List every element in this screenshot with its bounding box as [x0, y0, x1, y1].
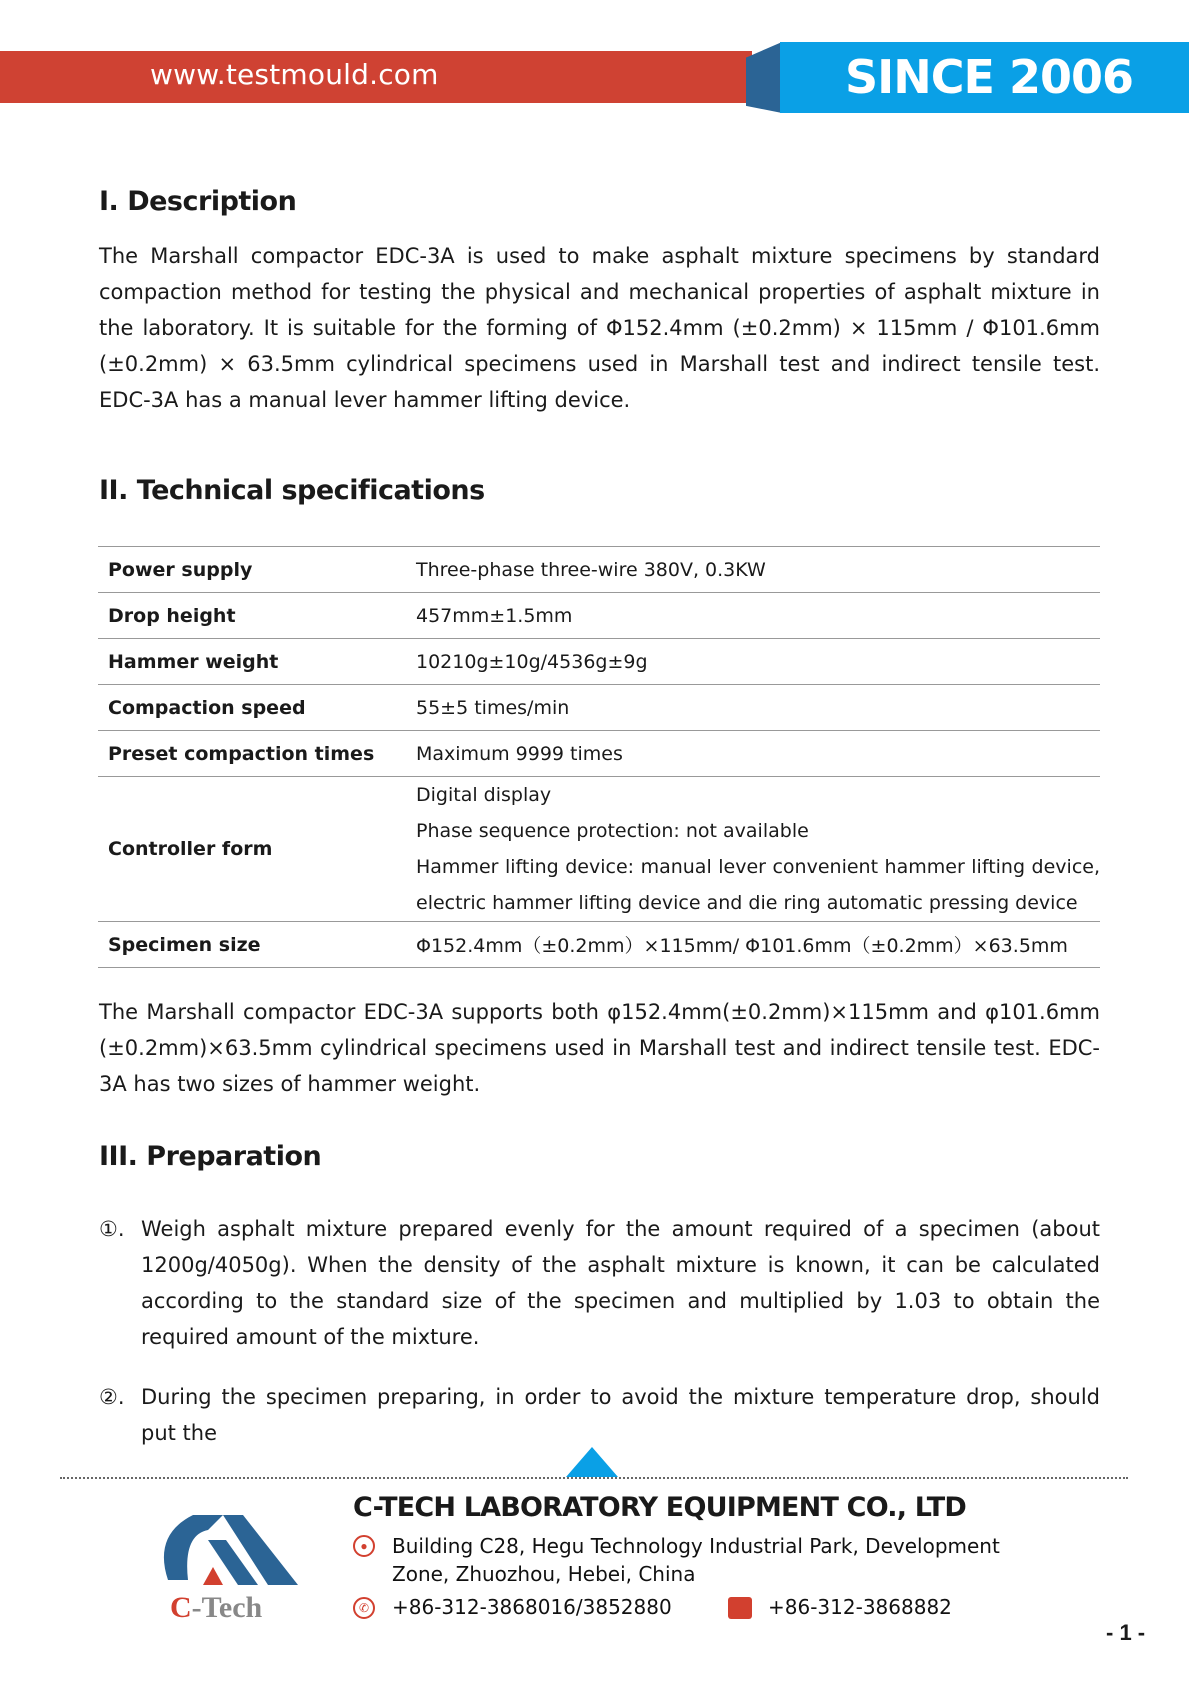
page-number: - 1 -: [1106, 1620, 1146, 1645]
table-row: [98, 547, 1100, 593]
item-text: Weigh asphalt mixture prepared evenly for the amount required of a specimen (about 1200g/4050g). When the density of the asphalt mixture is known, it can be calculated according to the standard size of the specimen and multiplied by 1.03 to obtain the required amount of the mixture.: [141, 1217, 1100, 1349]
fax-icon: [728, 1597, 752, 1619]
company-name: C-TECH LABORATORY EQUIPMENT CO., LTD: [353, 1492, 966, 1523]
phone-icon: ✆: [353, 1597, 375, 1619]
specifications-table: [98, 546, 1100, 968]
spec-label: Preset compaction times: [98, 731, 416, 777]
company-logo: [148, 1505, 318, 1625]
table-row: [98, 593, 1100, 639]
heading-description: I. Description: [99, 186, 297, 217]
spec-value: Φ152.4mm（±0.2mm）×115mm/ Φ101.6mm（±0.2mm）×63.5mm: [416, 922, 1100, 968]
location-pin-icon: ●: [353, 1535, 375, 1557]
spec-label: Controller form: [98, 777, 416, 922]
spec-label: Hammer weight: [98, 639, 416, 685]
specifications-note: The Marshall compactor EDC-3A supports both φ152.4mm(±0.2mm)×115mm and φ101.6mm (±0.2mm)×63.5mm cylindrical specimens used in Marshall test and indirect tensile test. EDC-3A has two sizes of hammer weight.: [99, 1000, 1100, 1096]
svg-text:C-Tech: C-Tech: [170, 1591, 263, 1624]
website-url[interactable]: www.testmould.com: [150, 58, 439, 91]
spec-line: Hammer lifting device: manual lever convenient hammer lifting device, electric hammer lifting device and die ring automatic pressing device: [416, 856, 1100, 914]
list-item: [99, 1379, 1100, 1451]
table-row: [98, 922, 1100, 968]
heading-preparation: III. Preparation: [99, 1141, 322, 1172]
fax-number: +86-312-3868882: [768, 1595, 952, 1619]
spec-line: Digital display: [416, 784, 552, 806]
company-address: Building C28, Hegu Technology Industrial Park, Development Zone, Zhuozhou, Hebei, China: [392, 1534, 1000, 1586]
spec-value: 55±5 times/min: [416, 685, 1100, 731]
spec-label: Power supply: [98, 547, 416, 593]
spec-label: Drop height: [98, 593, 416, 639]
item-number: ①.: [99, 1217, 125, 1241]
table-row: [98, 731, 1100, 777]
spec-value: [416, 777, 1100, 922]
list-item: [99, 1211, 1100, 1355]
triangle-icon: [566, 1447, 618, 1477]
phone-number: +86-312-3868016/3852880: [392, 1595, 672, 1619]
table-row: [98, 777, 1100, 922]
heading-specifications: II. Technical specifications: [99, 475, 485, 506]
spec-line: Phase sequence protection: not available: [416, 820, 809, 842]
spec-label: Specimen size: [98, 922, 416, 968]
spec-value: Maximum 9999 times: [416, 731, 1100, 777]
description-paragraph: The Marshall compactor EDC-3A is used to make asphalt mixture specimens by standard compaction method for testing the physical and mechanical properties of asphalt mixture in the laboratory. It is suitable for the forming of Φ152.4mm (±0.2mm) × 115mm / Φ101.6mm (±0.2mm) × 63.5mm cylindrical specimens used in Marshall test and indirect tensile test. EDC-3A has a manual lever hammer lifting device.: [99, 244, 1100, 412]
since-badge: SINCE 2006: [845, 50, 1133, 104]
item-number: ②.: [99, 1385, 125, 1409]
spec-value: 10210g±10g/4536g±9g: [416, 639, 1100, 685]
footer-divider: [60, 1477, 1128, 1479]
item-text: During the specimen preparing, in order to avoid the mixture temperature drop, should put the: [141, 1385, 1100, 1445]
spec-label: Compaction speed: [98, 685, 416, 731]
spec-value: Three-phase three-wire 380V, 0.3KW: [416, 547, 1100, 593]
table-row: [98, 685, 1100, 731]
spec-value: 457mm±1.5mm: [416, 593, 1100, 639]
table-row: [98, 639, 1100, 685]
